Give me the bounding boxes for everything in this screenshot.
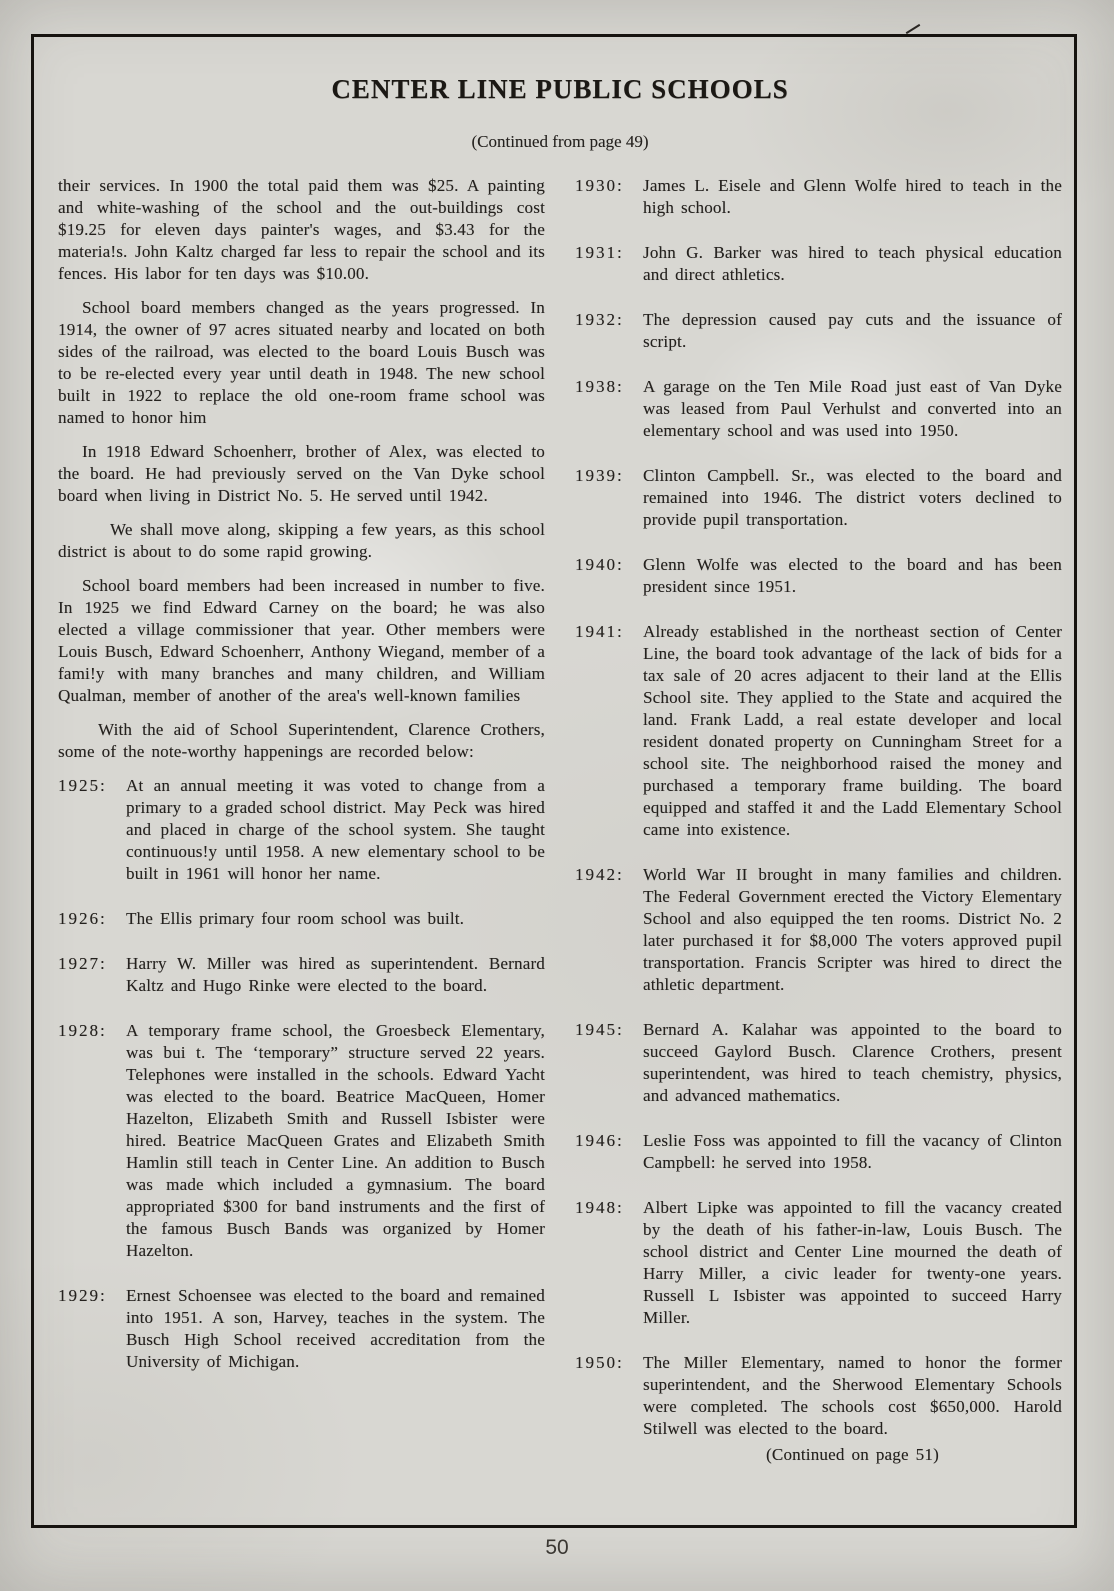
timeline-entry [58,953,545,997]
timeline-year: 1929: [58,1286,107,1305]
continued-from-note: (Continued from page 49) [471,132,649,151]
right-column [575,175,1062,1466]
timeline-year: 1940: [575,555,624,574]
timeline-entry [58,1020,545,1262]
timeline-text: A garage on the Ten Mile Road just east of Van Dyke was leased from Paul Verhulst and converted into an elementary school and was used into 1950. [643,377,1062,440]
timeline-entry [575,864,1062,996]
paragraph: In 1918 Edward Schoenherr, brother of Alex, was elected to the board. He had previously served on the Van Dyke school board when living in District No. 5. He served until 1942. [58,442,545,505]
paragraph: With the aid of School Superintendent, Clarence Crothers, some of the note-worthy happenings are recorded below: [58,720,545,761]
timeline-left [58,775,545,1373]
timeline-year: 1928: [58,1021,107,1040]
timeline-entry [575,242,1062,286]
timeline-text: Albert Lipke was appointed to fill the vacancy created by the death of his father-in-law, Louis Busch. The school district and Center Line mourned the death of Harry Miller, a civic leader for twenty-one years. Russell L Isbister was appointed to succeed Harry Miller. [643,1198,1062,1327]
timeline-text: The Ellis primary four room school was built. [126,909,465,928]
page-title: CENTER LINE PUBLIC SCHOOLS [331,74,789,104]
timeline-year: 1938: [575,377,624,396]
timeline-entry [575,1019,1062,1107]
paragraph: We shall move along, skipping a few years, as this school district is about to do some rapid growing. [58,520,545,561]
timeline-year: 1931: [575,243,624,262]
page-border [31,34,1077,1528]
timeline-year: 1950: [575,1353,624,1372]
timeline-text: At an annual meeting it was voted to change from a primary to a graded school district. May Peck was hired and placed in charge of the school system. She taught continuous!y until 1958. A new elementary school to be built in 1961 will honor her name. [126,776,545,883]
timeline-year: 1930: [575,176,624,195]
timeline-year: 1941: [575,622,624,641]
paragraph: School board members changed as the years progressed. In 1914, the owner of 97 acres situated nearby and located on both sides of the railroad, was elected to the board Louis Busch was to be re-elected every year until death in 1948. The new school built in 1922 to replace the old one-room frame school was named to honor him [58,298,545,427]
timeline-entry [575,465,1062,531]
timeline-text: The Miller Elementary, named to honor the former superintendent, and the Sherwood Elementary Schools were completed. The schools cost $650,000. Harold Stilwell was elected to the board. [643,1353,1062,1438]
timeline-year: 1925: [58,776,107,795]
paragraph: School board members had been increased in number to five. In 1925 we find Edward Carney on the board; he was also elected a village commissioner that year. Other members were Louis Busch, Edward Schoenherr, Anthony Wiegand, member of a fami!y with many branches and many children, and William Qualman, member of another of the area's well-known families [58,576,545,705]
timeline-entry [58,775,545,885]
page-content [34,37,1074,1466]
timeline-year: 1932: [575,310,624,329]
timeline-text: Ernest Schoensee was elected to the board and remained into 1951. A son, Harvey, teaches in the system. The Busch High School received accreditation from the University of Michigan. [126,1286,545,1371]
timeline-text: Harry W. Miller was hired as superintendent. Bernard Kaltz and Hugo Rinke were elected to the board. [126,954,545,995]
timeline-text: Glenn Wolfe was elected to the board and has been president since 1951. [643,555,1062,596]
timeline-year: 1946: [575,1131,624,1150]
timeline-year: 1945: [575,1020,624,1039]
timeline-year: 1942: [575,865,624,884]
timeline-entry [575,1130,1062,1174]
timeline-entry [58,908,545,930]
stray-scan-mark [906,24,921,34]
timeline-text: The depression caused pay cuts and the issuance of script. [643,310,1062,351]
timeline-text: World War II brought in many families and children. The Federal Government erected the Victory Elementary School and also equipped the ten rooms. District No. 2 later purchased it for $8,000 The voters approved pupil transportation. Francis Scripter was hired to direct the athletic department. [643,865,1062,994]
timeline-text: A temporary frame school, the Groesbeck Elementary, was bui t. The ‘temporary” structure served 22 years. Telephones were installed in the schools. Edward Yacht was elected to the board. Beatrice MacQueen, Homer Hazelton, Elizabeth Smith and Russell Isbister were hired. Beatrice MacQueen Grates and Elizabeth Smith Hamlin still teach in Center Line. An addition to Busch was made which included a gymnasium. The board appropriated $300 for band instruments and the first of the famous Busch Bands was organized by Homer Hazelton. [126,1021,545,1260]
left-column [58,175,545,1466]
timeline-entry [575,309,1062,353]
paragraph: their services. In 1900 the total paid them was $25. A painting and white-washing of the school and the out-buildings cost $19.25 for eleven days painter's wages, and $3.43 for the materia!s. John Kaltz charged far less to repair the school and its fences. His labor for ten days was $10.00. [58,176,545,283]
timeline-entry [575,376,1062,442]
timeline-year: 1926: [58,909,107,928]
timeline-entry [575,1197,1062,1329]
timeline-year: 1927: [58,954,107,973]
timeline-text: Bernard A. Kalahar was appointed to the board to succeed Gaylord Busch. Clarence Crothers, present superintendent, was hired to teach chemistry, physics, and advanced mathematics. [643,1020,1062,1105]
two-column-text [58,175,1062,1466]
timeline-entry [58,1285,545,1373]
continued-on-note: (Continued on page 51) [766,1445,939,1464]
timeline-entry [575,554,1062,598]
timeline-text: Leslie Foss was appointed to fill the vacancy of Clinton Campbell: he served into 1958. [643,1131,1062,1172]
timeline-entry [575,621,1062,841]
timeline-text: James L. Eisele and Glenn Wolfe hired to teach in the high school. [643,176,1062,217]
timeline-year: 1939: [575,466,624,485]
timeline-text: John G. Barker was hired to teach physical education and direct athletics. [643,243,1062,284]
timeline-text: Already established in the northeast section of Center Line, the board took advantage of the lack of bids for a tax sale of 20 acres adjacent to their land at the Ellis School site. They applied to the State and acquired the land. Frank Ladd, a real estate developer and local resident donated property on Cunningham Street for a school site. The neighborhood raised the money and purchased a temporary frame building. The board equipped and staffed it and the Ladd Elementary School came into existence. [643,622,1062,839]
timeline-entry [575,1352,1062,1440]
timeline-entry [575,175,1062,219]
timeline-right [575,175,1062,1440]
timeline-text: Clinton Campbell. Sr., was elected to the board and remained into 1946. The district voters declined to provide pupil transportation. [643,466,1062,529]
timeline-year: 1948: [575,1198,624,1217]
page-number: 50 [545,1536,569,1559]
